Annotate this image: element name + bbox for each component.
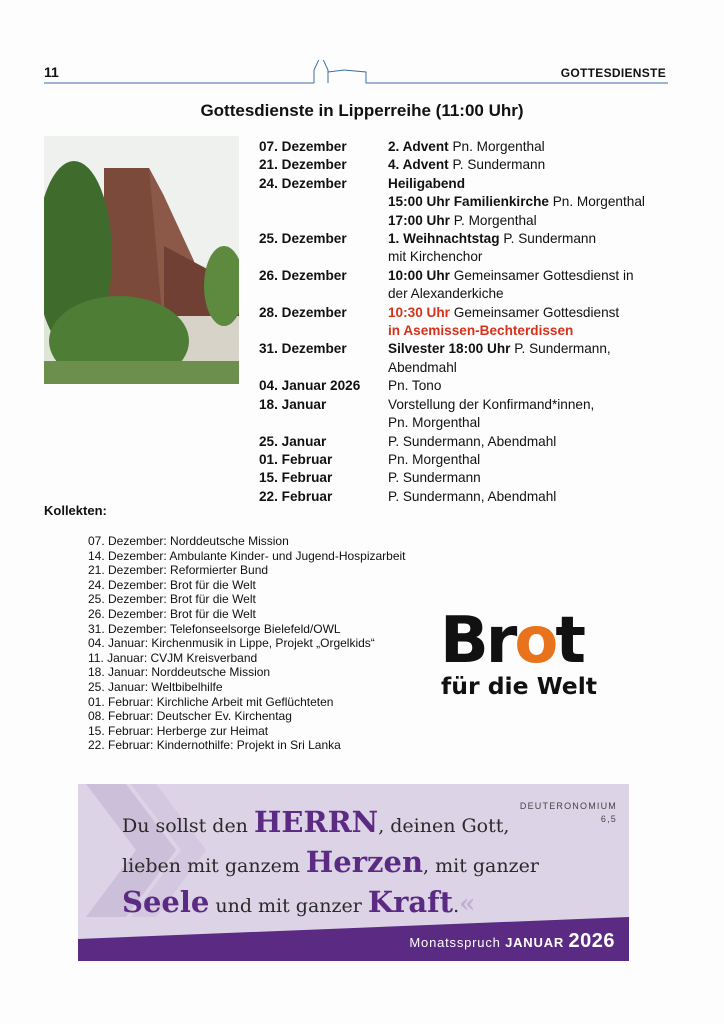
schedule-date: 28. Dezember [259, 304, 347, 320]
schedule-line [388, 212, 689, 230]
schedule-row [259, 377, 689, 395]
schedule-text: P. Morgenthal [449, 212, 537, 228]
schedule-line [388, 193, 689, 211]
schedule-text: Gemeinsamer Gottesdienst in [449, 267, 634, 283]
schedule-description [388, 469, 689, 487]
schedule-text: Pn. Morgenthal [448, 139, 545, 154]
schedule-date: 31. Dezember [259, 341, 347, 357]
schedule-description [388, 451, 689, 469]
schedule-date: 21. Dezember [259, 157, 347, 173]
kollekten-title: Kollekten: [44, 503, 107, 518]
schedule-date: 01. Februar [259, 451, 333, 467]
verse-highlight: Seele [122, 885, 210, 919]
kollekte-item: 07. Dezember: Norddeutsche Mission [88, 534, 289, 548]
brot-fuer-die-welt-logo [440, 600, 624, 700]
kollekte-item: 04. Januar: Kirchenmusik in Lippe, Projekt „Orgelkids“ [88, 636, 375, 651]
verse-text: , mit ganzer [423, 855, 539, 877]
schedule-text: in Asemissen-Bechterdissen [388, 323, 574, 339]
schedule-line [388, 285, 689, 303]
kollekte-item: 01. Februar: Kirchliche Arbeit mit Geflüchteten [88, 694, 334, 709]
monatsspruch-month: JANUAR [505, 935, 565, 950]
schedule-date: 15. Februar [259, 470, 333, 486]
kollekte-item: 24. Dezember: Brot für die Welt [88, 577, 256, 592]
schedule-text: 17:00 Uhr [388, 212, 450, 228]
kollekte-item: 22. Februar: Kindernothilfe: Projekt in Sri Lanka [88, 738, 341, 753]
verse-highlight: Kraft [367, 885, 454, 919]
schedule-text: Pn. Morgenthal [548, 194, 645, 210]
schedule-row [259, 175, 689, 230]
page-number: 11 [44, 64, 59, 80]
logo-text-t: t [555, 604, 583, 678]
schedule-date: 25. Januar [259, 433, 327, 449]
schedule-date: 26. Dezember [259, 267, 347, 283]
schedule-description [388, 377, 689, 395]
verse-text: lieben mit ganzem [122, 855, 306, 877]
schedule-line [388, 433, 689, 451]
svg-text:Brot [440, 604, 585, 678]
schedule-row [259, 433, 689, 451]
monatsspruch-verse [122, 804, 582, 924]
schedule-row [259, 138, 689, 156]
schedule-line [388, 248, 689, 266]
schedule-description [388, 488, 689, 506]
kollekte-item: 25. Januar: Weltbibelhilfe [88, 679, 223, 694]
schedule-row [259, 156, 689, 174]
schedule-text: Heiligabend [388, 175, 466, 191]
verse-text: , deinen Gott, [378, 815, 510, 837]
schedule-line [388, 322, 689, 340]
verse-reference-book: DEUTERONOMIUM [519, 801, 617, 811]
schedule-text: 1. Weihnachtstag [388, 231, 500, 247]
monatsspruch-label: Monatsspruch [409, 935, 501, 950]
schedule-text: Pn. Tono [388, 378, 442, 394]
schedule-row [259, 304, 689, 341]
schedule-date: 25. Dezember [259, 231, 347, 247]
schedule-text: 10:30 Uhr [388, 304, 450, 320]
schedule-text: Silvester 18:00 Uhr [388, 341, 511, 357]
schedule-date: 04. Januar 2026 [259, 378, 361, 394]
schedule-text: mit Kirchenchor [388, 249, 483, 265]
church-photo [44, 136, 239, 384]
verse-reference-number: 6,5 [600, 814, 617, 824]
schedule-text: P. Sundermann [388, 470, 481, 486]
schedule-row [259, 267, 689, 304]
kollekte-item: 08. Februar: Deutscher Ev. Kirchentag [88, 709, 292, 724]
monatsspruch-year: 2026 [568, 930, 615, 952]
schedule-row [259, 396, 689, 433]
schedule-row [259, 469, 689, 487]
schedule-description [388, 175, 689, 230]
schedule-line [388, 138, 689, 156]
kollekte-item: 15. Februar: Herberge zur Heimat [88, 723, 269, 738]
schedule-text: 2. Advent [388, 139, 449, 154]
schedule-line [388, 267, 689, 285]
verse-text: und mit ganzer [209, 895, 368, 917]
verse-text: . [453, 895, 460, 917]
page-title: Gottesdienste in Lipperreihe (11:00 Uhr) [200, 101, 524, 120]
schedule-line [388, 488, 689, 506]
schedule-description [388, 304, 689, 341]
kollekte-item: 11. Januar: CVJM Kreisverband [88, 650, 258, 665]
schedule-text: 10:00 Uhr [388, 267, 450, 283]
schedule-line [388, 377, 689, 395]
schedule-description [388, 267, 689, 304]
schedule-line [388, 230, 689, 248]
service-schedule [259, 138, 689, 506]
schedule-description [388, 396, 689, 433]
schedule-text: der Alexanderkiche [388, 286, 504, 302]
verse-text: Du sollst den [122, 815, 254, 837]
schedule-line [388, 469, 689, 487]
schedule-date: 22. Februar [259, 488, 333, 504]
logo-text-o: o [514, 604, 556, 678]
schedule-text: Gemeinsamer Gottesdienst [449, 304, 620, 320]
kollekten-list [88, 534, 468, 753]
schedule-line [388, 414, 689, 432]
closing-quote-icon: « [459, 889, 476, 919]
schedule-description [388, 340, 689, 377]
schedule-text: Pn. Morgenthal [388, 415, 481, 431]
schedule-row [259, 488, 689, 506]
schedule-text: P. Sundermann, Abendmahl [388, 433, 557, 449]
schedule-description [388, 230, 689, 267]
kollekte-item: 14. Dezember: Ambulante Kinder- und Jugend-Hospizarbeit [88, 548, 406, 563]
schedule-line [388, 304, 689, 322]
schedule-date: 07. Dezember [259, 139, 347, 154]
schedule-description [388, 156, 689, 174]
schedule-date: 24. Dezember [259, 175, 347, 191]
schedule-row [259, 451, 689, 469]
schedule-text: P. Sundermann [448, 157, 546, 173]
schedule-line [388, 359, 689, 377]
schedule-description [388, 138, 689, 156]
schedule-text: Pn. Morgenthal [388, 451, 481, 467]
schedule-text: P. Sundermann [499, 231, 597, 247]
schedule-line [388, 396, 689, 414]
schedule-text: 4. Advent [388, 157, 449, 173]
schedule-text: Abendmahl [388, 359, 457, 375]
schedule-description [388, 433, 689, 451]
schedule-line [388, 340, 689, 358]
schedule-text: P. Sundermann, Abendmahl [388, 488, 557, 504]
kollekte-item: 31. Dezember: Telefonseelsorge Bielefeld/OWL [88, 621, 341, 636]
schedule-text: P. Sundermann, [510, 341, 611, 357]
monatsspruch-banner [78, 784, 629, 961]
schedule-line [388, 175, 689, 193]
schedule-row [259, 230, 689, 267]
schedule-line [388, 156, 689, 174]
verse-highlight: HERRN [253, 805, 379, 839]
kollekte-item: 26. Dezember: Brot für die Welt [88, 606, 256, 621]
schedule-line [388, 451, 689, 469]
schedule-date: 18. Januar [259, 396, 327, 412]
verse-highlight: Herzen [305, 845, 424, 879]
kollekte-item: 18. Januar: Norddeutsche Mission [88, 665, 271, 680]
schedule-text: Vorstellung der Konfirmand*innen, [388, 396, 595, 412]
kollekte-item: 21. Dezember: Reformierter Bund [88, 563, 269, 578]
section-title: GOTTESDIENSTE [560, 66, 666, 80]
logo-text-br: Br [440, 604, 515, 678]
kollekte-item: 25. Dezember: Brot für die Welt [88, 592, 256, 607]
schedule-row [259, 340, 689, 377]
schedule-text: 15:00 Uhr Familienkirche [388, 194, 549, 210]
logo-text-fuer-die-welt: für die Welt [441, 672, 598, 700]
